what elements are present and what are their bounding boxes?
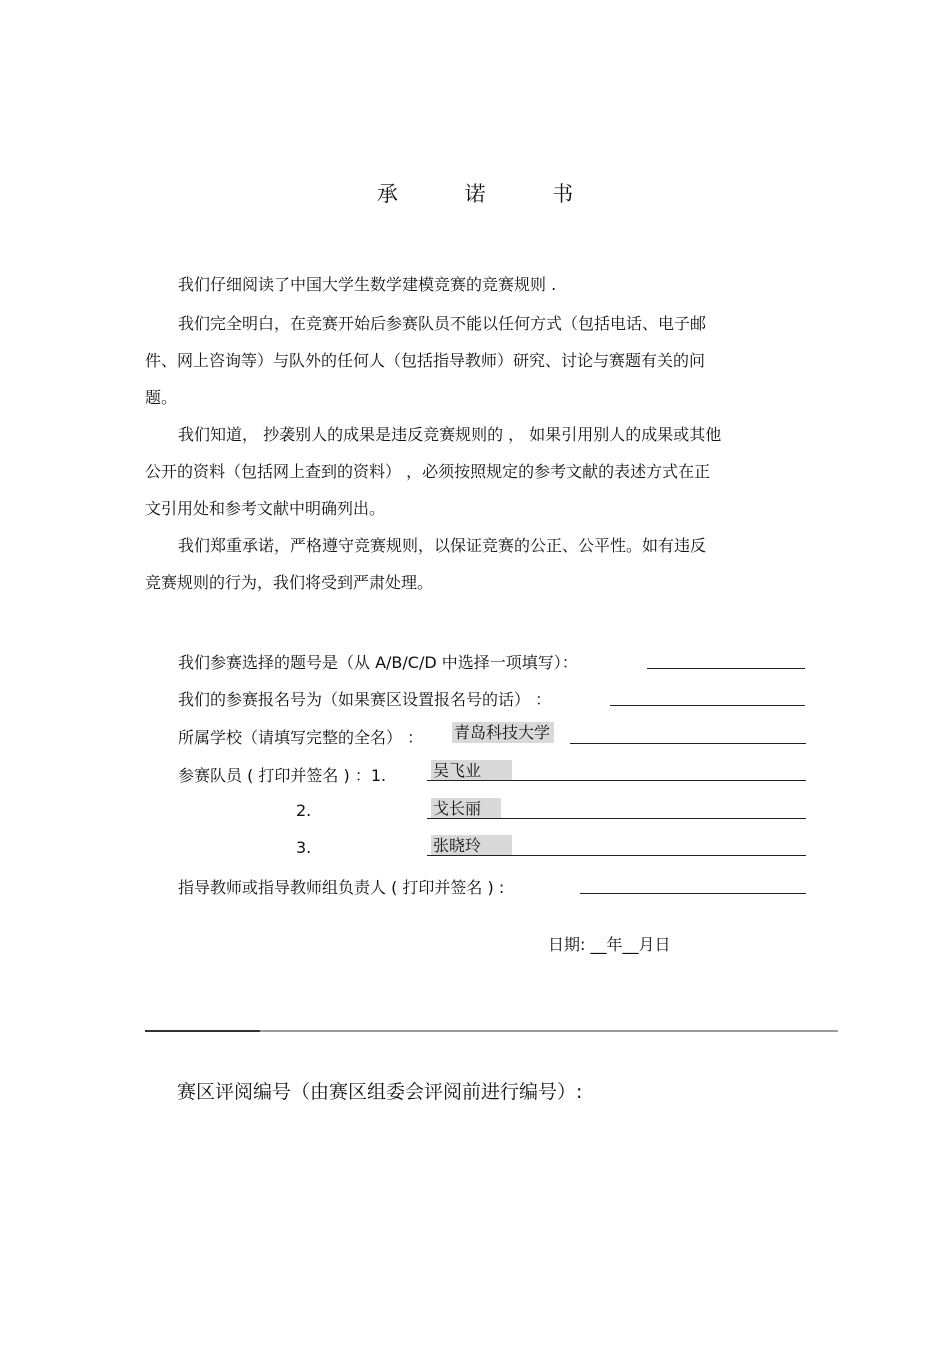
paragraph-line: 竞赛规则的行为，我们将受到严肃处理。 [145, 573, 434, 592]
member-2-number: 2. [296, 801, 312, 820]
member-2-name[interactable]: 戈长丽 [431, 798, 501, 819]
school-value[interactable]: 青岛科技大学 [452, 722, 554, 743]
paragraph-line: 我们仔细阅读了中国大学生数学建模竞赛的竞赛规则 . [178, 275, 557, 294]
problem-number-field[interactable] [647, 668, 805, 669]
members-label: 参赛队员 ( 打印并签名 ) ：1. [178, 766, 387, 785]
paragraph-line: 我们知道， 抄袭别人的成果是违反竞赛规则的 ， 如果引用别人的成果或其他 [178, 425, 722, 444]
school-field[interactable] [570, 743, 806, 744]
paragraph-line: 件、网上咨询等）与队外的任何人（包括指导教师）研究、讨论与赛题有关的问 [145, 351, 706, 370]
paragraph-plagiarism [145, 416, 815, 527]
paragraph-line: 题。 [145, 388, 178, 407]
member-3-name[interactable]: 张晓玲 [431, 835, 512, 856]
registration-number-field[interactable] [610, 705, 805, 706]
paragraph-rules-read [145, 266, 815, 303]
problem-number-label: 我们参赛选择的题号是（从 A/B/C/D 中选择一项填写）： [178, 653, 578, 672]
school-label: 所属学校（请填写完整的全名） ： [178, 728, 424, 747]
advisor-field[interactable] [580, 893, 806, 894]
page-title: 承 诺 书 [376, 182, 604, 206]
member-1-name[interactable]: 吴飞业 [431, 760, 512, 781]
member-3-number: 3. [296, 838, 312, 857]
member-2-field[interactable] [427, 818, 806, 819]
member-1-field[interactable] [427, 780, 806, 781]
date-label: 日期: __年__月日 [548, 935, 671, 954]
paragraph-pledge [145, 527, 815, 601]
section-divider-accent [145, 1030, 260, 1032]
paragraph-line: 我们郑重承诺，严格遵守竞赛规则，以保证竞赛的公正、公平性。如有违反 [178, 536, 707, 555]
paragraph-no-contact [145, 305, 815, 416]
registration-number-label: 我们的参赛报名号为（如果赛区设置报名号的话） ： [178, 690, 552, 709]
member-3-field[interactable] [427, 855, 806, 856]
paragraph-line: 公开的资料（包括网上查到的资料） ，必须按照规定的参考文献的表述方式在正 [145, 462, 711, 481]
advisor-label: 指导教师或指导教师组负责人 ( 打印并签名 ) : [178, 878, 505, 897]
paragraph-line: 文引用处和参考文献中明确列出。 [145, 499, 386, 518]
review-number-label: 赛区评阅编号（由赛区组委会评阅前进行编号）: [177, 1081, 583, 1103]
paragraph-line: 我们完全明白，在竞赛开始后参赛队员不能以任何方式（包括电话、电子邮 [178, 314, 707, 333]
